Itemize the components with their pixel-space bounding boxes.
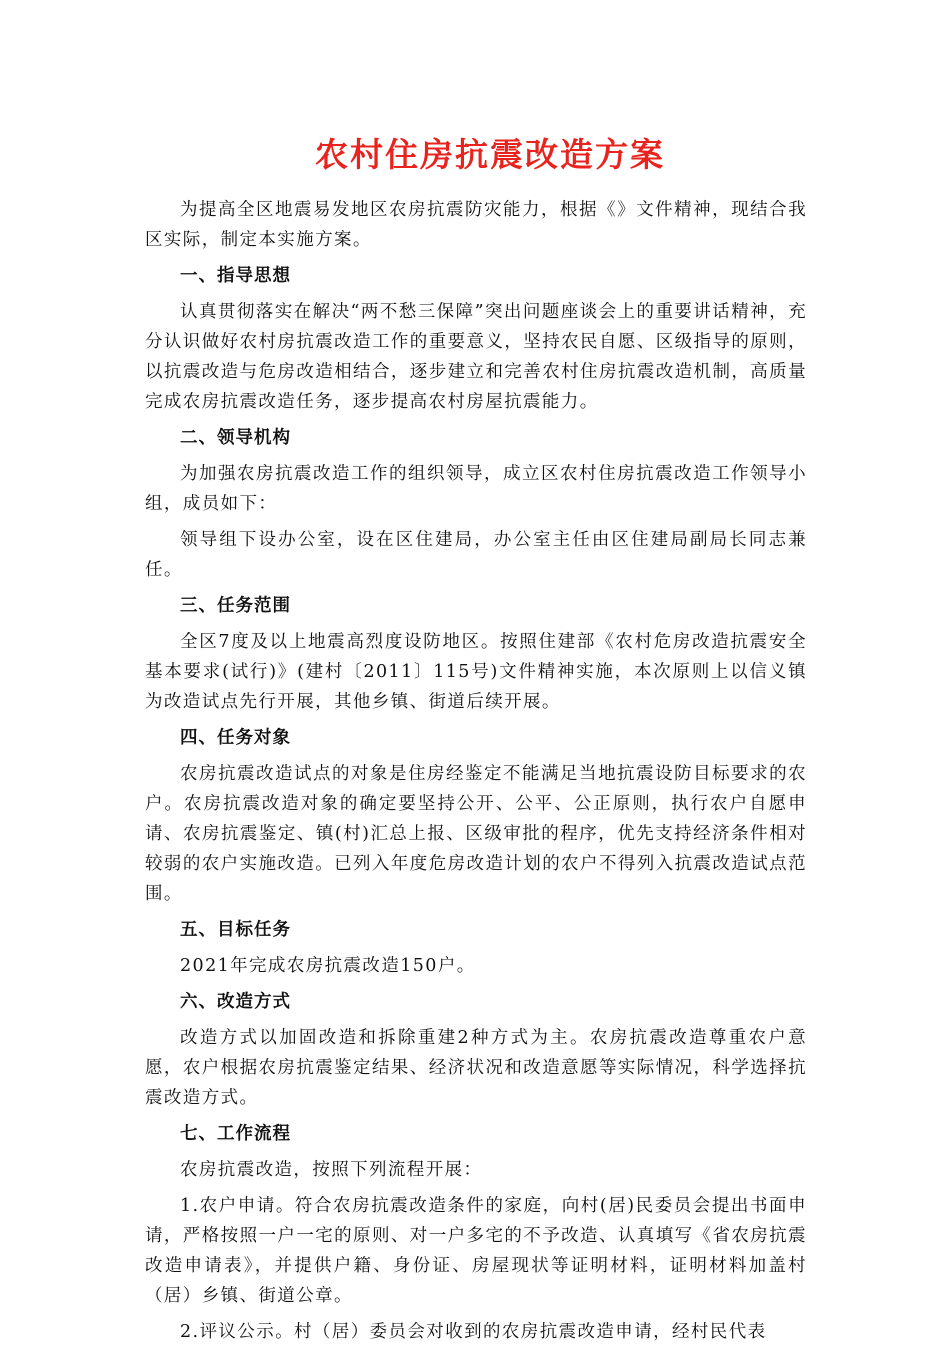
document-title: 农村住房抗震改造方案 [315,135,665,174]
section-heading-task-scope: 三、任务范围 [180,595,291,616]
paragraph: 全区7度及以上地震高烈度设防地区。按照住建部《农村危房改造抗震安全基本要求(试行)》(建村〔2011〕115号)文件精神实施，本次原则上以信义镇为改造试点先行开展，其他乡镇、街道后续开展。 [145,631,807,712]
paragraph: 为加强农房抗震改造工作的组织领导，成立区农村住房抗震改造工作领导小组，成员如下： [145,463,807,514]
section-heading-guiding-ideology: 一、指导思想 [180,265,291,286]
intro-paragraph: 为提高全区地震易发地区农房抗震防灾能力，根据《》文件精神，现结合我区实际，制定本实施方案。 [145,199,807,250]
document-page [145,135,807,1353]
paragraph: 1.农户申请。符合农房抗震改造条件的家庭，向村(居)民委员会提出书面申请，严格按照一户一宅的原则、对一户多宅的不予改造、认真填写《省农房抗震改造申请表》，并提供户籍、身份证、房屋现状等证明材料，证明材料加盖村（居）乡镇、街道公章。 [145,1195,807,1306]
paragraph: 认真贯彻落实在解决“两不愁三保障”突出问题座谈会上的重要讲话精神，充分认识做好农村房抗震改造工作的重要意义，坚持农民自愿、区级指导的原则，以抗震改造与危房改造相结合，逐步建立和完善农村住房抗震改造机制，高质量完成农房抗震改造任务，逐步提高农村房屋抗震能力。 [145,301,807,412]
section-heading-leadership: 二、领导机构 [180,427,291,448]
paragraph: 农房抗震改造试点的对象是住房经鉴定不能满足当地抗震设防目标要求的农户。农房抗震改造对象的确定要坚持公开、公平、公正原则，执行农户自愿申请、农房抗震鉴定、镇(村)汇总上报、区级审批的程序，优先支持经济条件相对较弱的农户实施改造。已列入年度危房改造计划的农户不得列入抗震改造试点范围。 [145,763,807,904]
paragraph: 2021年完成农房抗震改造150户。 [180,955,476,976]
section-heading-task-targets: 四、任务对象 [180,727,291,748]
paragraph: 领导组下设办公室，设在区住建局，办公室主任由区住建局副局长同志兼任。 [145,529,807,580]
section-heading-workflow: 七、工作流程 [180,1123,291,1144]
paragraph: 农房抗震改造，按照下列流程开展： [180,1159,483,1180]
paragraph: 2.评议公示。村（居）委员会对收到的农房抗震改造申请，经村民代表 [180,1321,767,1342]
section-heading-renovation-method: 六、改造方式 [180,991,291,1012]
section-heading-objectives: 五、目标任务 [180,919,291,940]
paragraph: 改造方式以加固改造和拆除重建2种方式为主。农房抗震改造尊重农户意愿，农户根据农房抗震鉴定结果、经济状况和改造意愿等实际情况，科学选择抗震改造方式。 [145,1027,807,1108]
